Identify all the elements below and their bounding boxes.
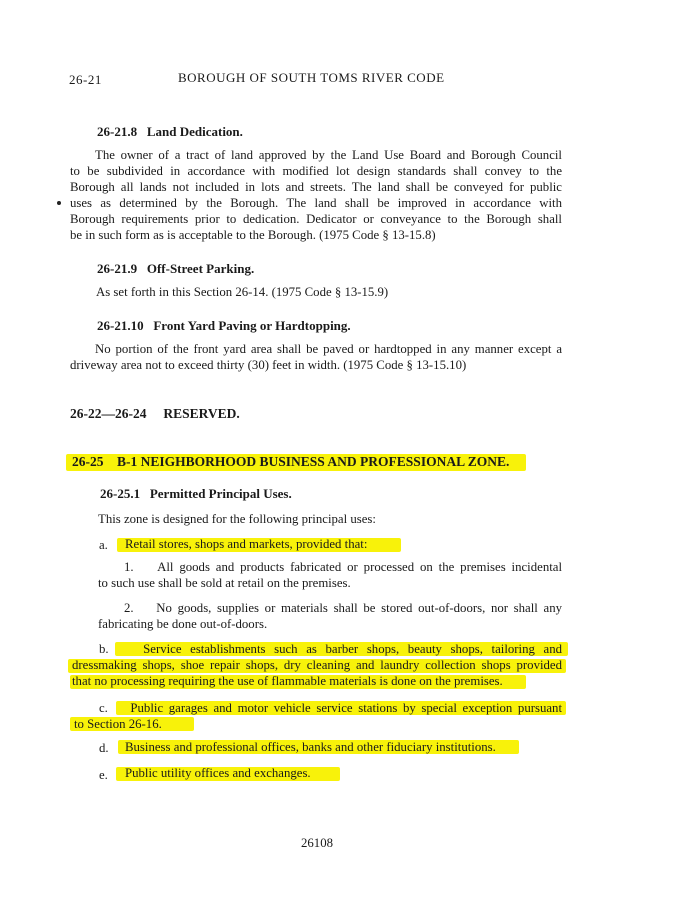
- item-b-text: Service establishments such as barber shops, beauty shops, tailoring and: [143, 642, 563, 656]
- section-title: RESERVED.: [163, 406, 240, 421]
- item-c-label: c.: [99, 701, 108, 715]
- item-d-label: d.: [99, 741, 109, 755]
- section-heading-off-street-parking: [97, 261, 254, 277]
- item-a1-text: All goods and products fabricated or processed on the premises incidental: [157, 560, 563, 574]
- text-line: uses as determined by the Borough. The land shall be improved in accordance with: [70, 196, 562, 210]
- text-line: [72, 641, 562, 657]
- paragraph-off-street-parking: As set forth in this Section 26-14. (1975 Code § 13-15.9): [96, 285, 389, 299]
- scan-speck: [57, 201, 61, 205]
- section-title: Front Yard Paving or Hardtopping.: [153, 318, 351, 333]
- item-c-text: Public garages and motor vehicle service stations by special exception pursuant: [130, 701, 562, 715]
- page-reference: 26-21: [69, 72, 102, 87]
- section-heading-permitted-uses: [100, 486, 292, 502]
- section-number: 26-25.1: [100, 486, 141, 501]
- text-line: be in such form as is acceptable to the Borough. (1975 Code § 13-15.8): [70, 228, 436, 242]
- item-a2-paragraph: [98, 600, 562, 632]
- item-a-label: a.: [99, 538, 108, 552]
- section-number: 26-22—26-24: [70, 406, 147, 421]
- section-title: B-1 NEIGHBORHOOD BUSINESS AND PROFESSIONAL ZONE.: [117, 454, 510, 469]
- item-a-text: Retail stores, shops and markets, provided that:: [125, 537, 368, 551]
- text-line: [98, 559, 562, 575]
- text-line: to be subdivided in accordance with modified lot design standards shall convey to the: [70, 164, 562, 178]
- paragraph-front-yard-paving: [70, 341, 562, 373]
- text-line: [74, 700, 562, 716]
- item-a1-label: 1.: [124, 560, 134, 574]
- section-title: Off-Street Parking.: [146, 261, 255, 276]
- item-c-paragraph: [74, 700, 562, 732]
- text-line: to Section 26-16.: [74, 717, 162, 731]
- item-b-label: b.: [99, 642, 109, 656]
- item-e-label: e.: [99, 768, 108, 782]
- section-title: Permitted Principal Uses.: [149, 486, 292, 501]
- page-number: 26108: [301, 836, 333, 850]
- item-a2-text: No goods, supplies or materials shall be stored out-of-doors, nor shall any: [156, 601, 562, 615]
- item-d-text: Business and professional offices, banks and other fiduciary institutions.: [125, 740, 496, 754]
- text-line: Borough all lands not included in lots and streets. The land shall be conveyed for public: [70, 180, 562, 194]
- text-line: driveway area not to exceed thirty (30) feet in width. (1975 Code § 13-15.10): [70, 358, 467, 372]
- text-line: No portion of the front yard area shall be paved or hardtopped in any manner except a: [95, 342, 562, 356]
- section-title: Land Dedication.: [146, 124, 243, 139]
- permitted-uses-intro: This zone is designed for the following principal uses:: [98, 512, 376, 526]
- text-line: dressmaking shops, shoe repair shops, dry cleaning and laundry collection shops provided: [72, 658, 562, 672]
- section-number: 26-21.9: [97, 261, 138, 276]
- text-line: Borough requirements prior to dedication. Dedicator or conveyance to the Borough shall: [70, 212, 562, 226]
- zone-heading: [72, 454, 509, 470]
- text-line: [98, 600, 562, 616]
- section-number: 26-21.8: [97, 124, 138, 139]
- text-line: fabricating be done out-of-doors.: [98, 617, 268, 631]
- text-line: that no processing requiring the use of flammable materials is done on the premises.: [72, 674, 503, 688]
- section-heading-reserved: [70, 406, 240, 422]
- section-heading-land-dedication: [97, 124, 243, 140]
- text-line: to such use shall be sold at retail on the premises.: [98, 576, 351, 590]
- section-heading-front-yard-paving: [97, 318, 351, 334]
- item-b-paragraph: [72, 641, 562, 689]
- item-a1-paragraph: [98, 559, 562, 591]
- text-line: The owner of a tract of land approved by the Land Use Board and Borough Council: [95, 148, 562, 162]
- paragraph-land-dedication: [70, 147, 562, 243]
- section-number: 26-25: [72, 454, 104, 469]
- page-title: BOROUGH OF SOUTH TOMS RIVER CODE: [178, 70, 445, 85]
- item-a2-label: 2.: [124, 601, 134, 615]
- section-number: 26-21.10: [97, 318, 144, 333]
- item-e-text: Public utility offices and exchanges.: [125, 766, 311, 780]
